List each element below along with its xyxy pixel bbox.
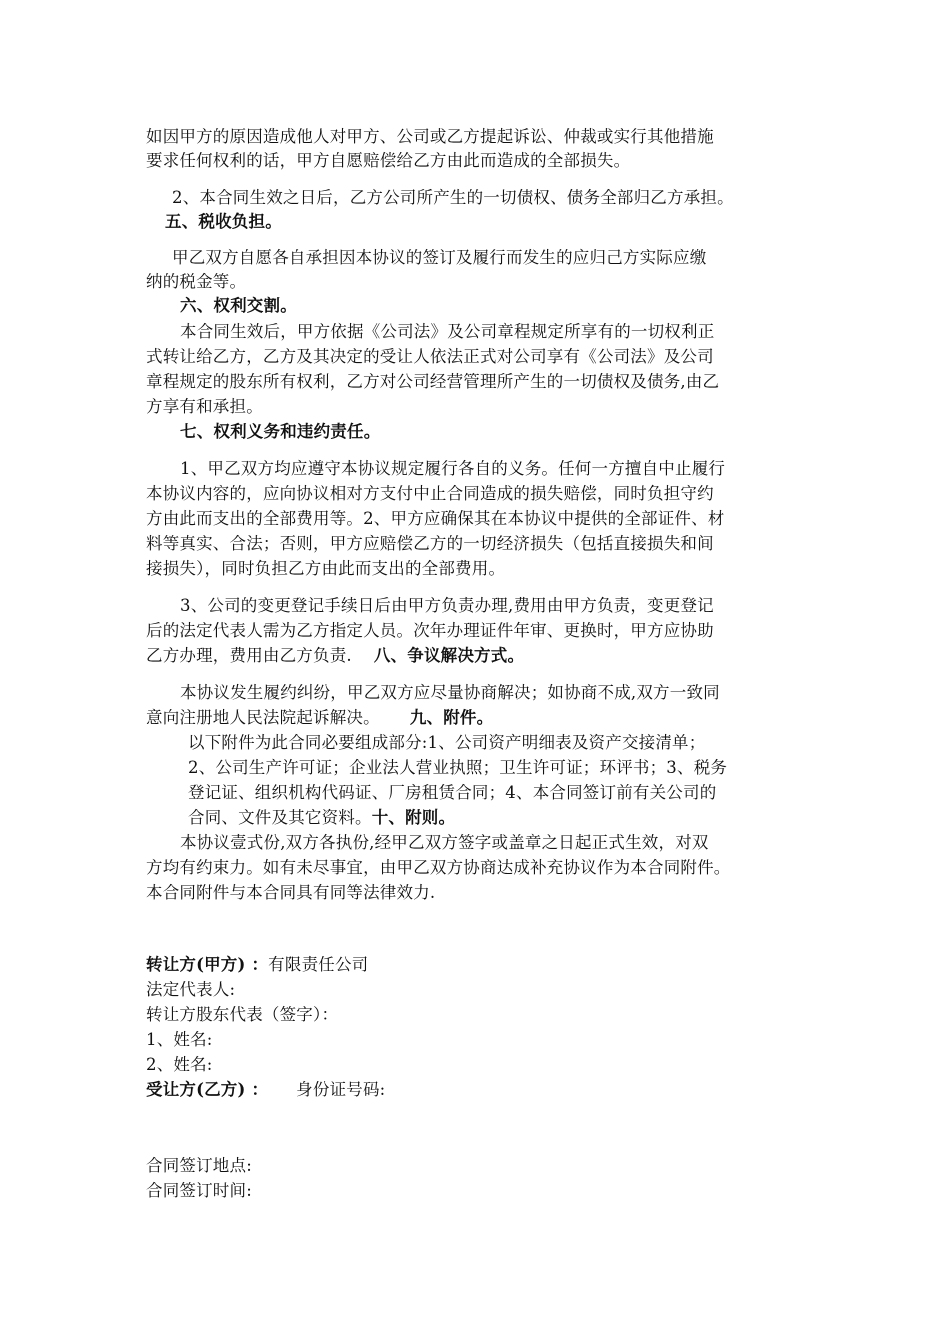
paragraph-line: 3、公司的变更登记手续日后由甲方负责办理,费用由甲方负责，变更登记	[180, 596, 714, 615]
legal-representative-label: 法定代表人:	[146, 980, 236, 999]
paragraph-line: 1、甲乙双方均应遵守本协议规定履行各自的义务。任何一方擅自中止履行	[180, 459, 726, 478]
transferor-value: 有限责任公司	[268, 955, 369, 974]
paragraph-text: 合同、文件及其它资料。	[188, 808, 372, 827]
paragraph-line: 本合同生效后，甲方依据《公司法》及公司章程规定所享有的一切权利正	[180, 322, 715, 341]
shareholder-representative-label: 转让方股东代表（签字）：	[146, 1005, 339, 1024]
section-heading-supplementary: 十、附则。	[371, 808, 456, 827]
section-heading-attachments: 九、附件。	[409, 708, 494, 727]
sign-time-label: 合同签订时间:	[146, 1181, 252, 1200]
sign-place-label: 合同签订地点:	[146, 1156, 252, 1175]
signature-transferor	[146, 954, 368, 976]
section-heading-rights-transfer: 六、权利交割。	[180, 296, 297, 315]
paragraph-text: 意向注册地人民法院起诉解决。	[146, 708, 380, 727]
paragraph-line: 接损失），同时负担乙方由此而支出的全部费用。	[146, 559, 506, 578]
paragraph-line: 要求任何权利的话，甲方自愿赔偿给乙方由此而造成的全部损失。	[146, 151, 631, 170]
paragraph-line	[146, 707, 493, 729]
paragraph-line: 本合同附件与本合同具有同等法律效力.	[146, 883, 436, 902]
paragraph-line: 本协议壹式份,双方各执份,经甲乙双方签字或盖章之日起正式生效，对双	[180, 833, 709, 852]
paragraph-line: 式转让给乙方，乙方及其决定的受让人依法正式对公司享有《公司法》及公司	[146, 347, 714, 366]
section-heading-obligations: 七、权利义务和违约责任。	[180, 422, 381, 441]
paragraph-line: 方享有和承担。	[146, 397, 263, 416]
signature-transferee	[146, 1079, 385, 1101]
paragraph-line: 料等真实、合法；否则，甲方应赔偿乙方的一切经济损失（包括直接损失和间	[146, 534, 714, 553]
paragraph-line: 本协议发生履约纠纷，甲乙双方应尽量协商解决；如协商不成,双方一致同	[180, 683, 720, 702]
paragraph-line: 如因甲方的原因造成他人对甲方、公司或乙方提起诉讼、仲裁或实行其他措施	[146, 127, 714, 146]
paragraph-line: 本协议内容的，应向协议相对方支付中止合同造成的损失赔偿，同时负担守约	[146, 484, 714, 503]
paragraph-line: 甲乙双方自愿各自承担因本协议的签订及履行而发生的应归己方实际应缴	[172, 248, 707, 267]
paragraph-text: 乙方办理，费用由乙方负责.	[146, 646, 352, 665]
paragraph-line	[188, 807, 455, 829]
paragraph-line: 方由此而支出的全部费用等。2、甲方应确保其在本协议中提供的全部证件、材	[146, 509, 725, 528]
paragraph-line: 2、本合同生效之日后，乙方公司所产生的一切债权、债务全部归乙方承担。	[172, 188, 734, 207]
name-field-1: 1、姓名:	[146, 1030, 213, 1049]
section-heading-dispute: 八、争议解决方式。	[373, 646, 525, 665]
transferee-label: 受让方(乙方) ：	[146, 1080, 269, 1099]
paragraph-line: 2、公司生产许可证；企业法人营业执照；卫生许可证；环评书；3、税务	[188, 758, 728, 777]
name-field-2: 2、姓名:	[146, 1055, 213, 1074]
paragraph-line	[146, 645, 524, 667]
paragraph-line: 章程规定的股东所有权利，乙方对公司经营管理所产生的一切债权及债务,由乙	[146, 372, 720, 391]
paragraph-line: 纳的税金等。	[146, 272, 247, 291]
paragraph-line: 方均有约束力。如有未尽事宜，由甲乙双方协商达成补充协议作为本合同附件。	[146, 858, 731, 877]
id-number-label: 身份证号码:	[296, 1080, 386, 1099]
paragraph-line: 登记证、组织机构代码证、厂房租赁合同；4、本合同签订前有关公司的	[188, 783, 717, 802]
transferor-label: 转让方(甲方) ：	[146, 955, 269, 974]
section-heading-tax: 五、税收负担。	[165, 212, 282, 231]
paragraph-line: 以下附件为此合同必要组成部分:1、公司资产明细表及资产交接清单；	[188, 733, 706, 752]
paragraph-line: 后的法定代表人需为乙方指定人员。次年办理证件年审、更换时，甲方应协助	[146, 621, 714, 640]
